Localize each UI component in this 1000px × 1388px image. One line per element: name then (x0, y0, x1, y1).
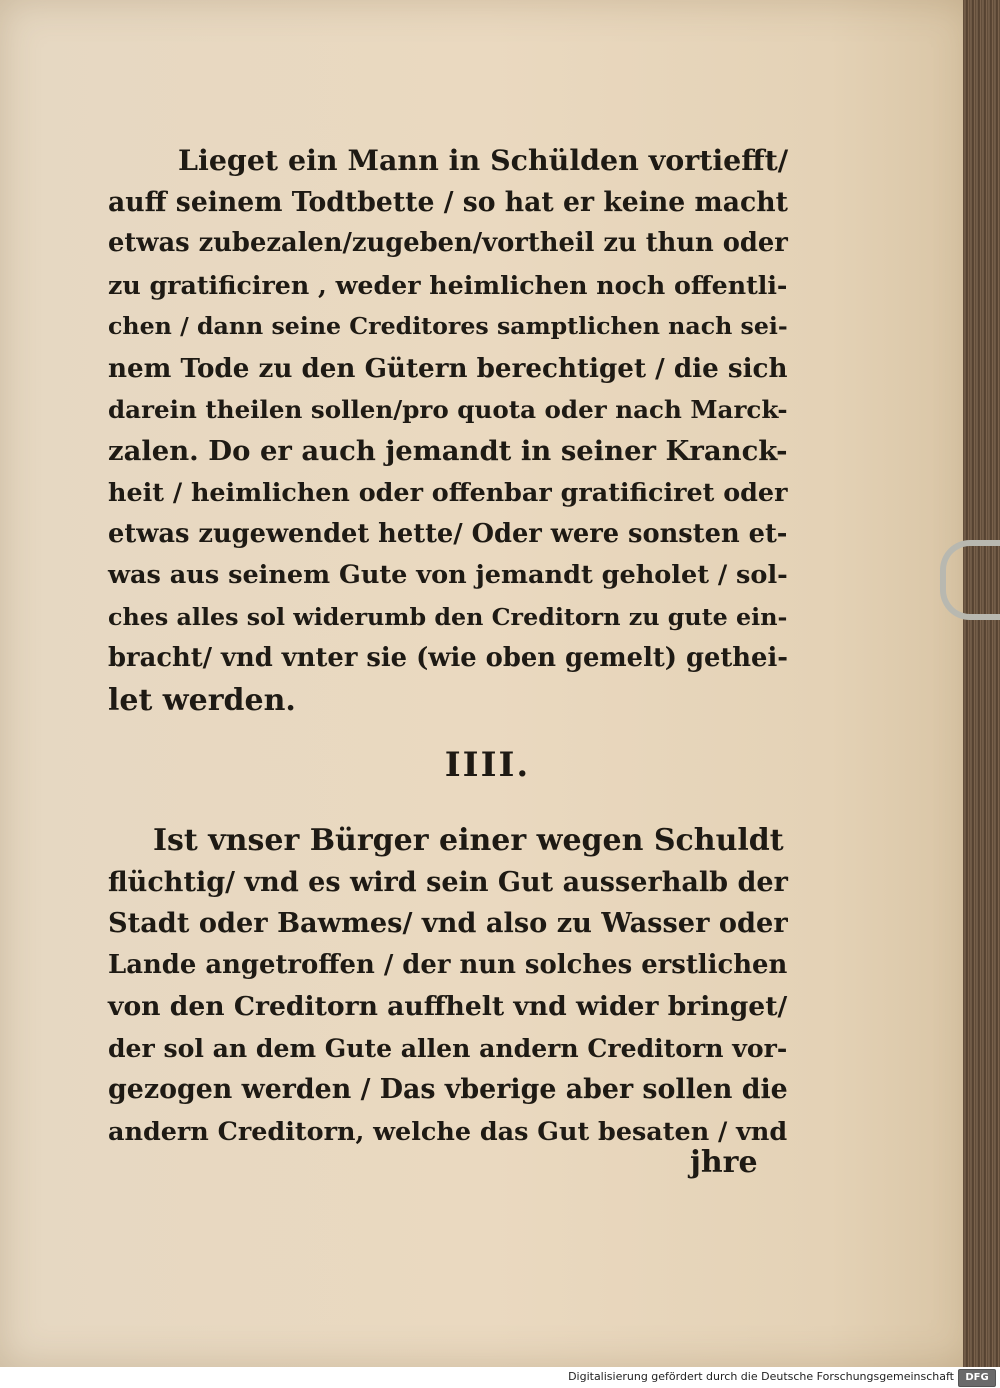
text-line: etwas zubezalen/zugeben/vortheil zu thun oder (108, 228, 788, 258)
paragraph-2 (108, 820, 788, 1152)
text-line: darein theilen sollen/pro quota oder nach Marck- (108, 395, 788, 424)
text-line: chen / dann seine Creditores samptlichen nach sei- (108, 312, 788, 340)
text-line: let werden. (108, 682, 296, 718)
text-line: Stadt oder Bawmes/ vnd also zu Wasser oder (108, 907, 788, 939)
text-line: zu gratificiren , weder heimlichen noch offentli- (108, 269, 788, 300)
footer-credit: Digitalisierung gefördert durch die Deutsche Forschungsgemeinschaft (568, 1370, 954, 1383)
page-clip (940, 540, 1000, 620)
text-line: von den Creditorn auffhelt vnd wider bringet/ (108, 991, 788, 1022)
catchword: jhre (690, 1145, 758, 1180)
text-line: was aus seinem Gute von jemandt geholet / sol- (108, 560, 788, 590)
text-line: etwas zugewendet hette/ Oder were sonsten et- (108, 518, 788, 549)
digitization-footer (0, 1367, 1000, 1388)
text-line: ches alles sol widerumb den Creditorn zu gute ein- (108, 602, 788, 631)
paragraph-1 (108, 140, 788, 721)
text-line: der sol an dem Gute allen andern Creditorn vor- (108, 1032, 788, 1063)
page-edge (963, 0, 1000, 1367)
text-line: heit / heimlichen oder offenbar gratificiret oder (108, 477, 788, 507)
text-line: andern Creditorn, welche das Gut besaten / vnd (108, 1115, 788, 1146)
text-line: Ist vnser Bürger einer wegen Schuldt (153, 823, 784, 858)
dfg-logo-icon: DFG (958, 1369, 996, 1387)
text-line: gezogen werden / Das vberige aber sollen die (108, 1074, 788, 1105)
text-line: Lande angetroffen / der nun solches erstlichen (108, 949, 788, 980)
section-heading: IIII. (444, 745, 531, 785)
text-line: Lieget ein Mann in Schülden vortiefft/ (178, 143, 789, 177)
text-line: flüchtig/ vnd es wird sein Gut ausserhalb der (108, 866, 788, 898)
text-line: zalen. Do er auch jemandt in seiner Kranck- (108, 434, 788, 467)
text-line: bracht/ vnd vnter sie (wie oben gemelt) gethei- (108, 643, 788, 673)
text-line: nem Tode zu den Gütern berechtiget / die sich (108, 352, 788, 384)
text-line: auff seinem Todtbette / so hat er keine macht (108, 186, 788, 218)
